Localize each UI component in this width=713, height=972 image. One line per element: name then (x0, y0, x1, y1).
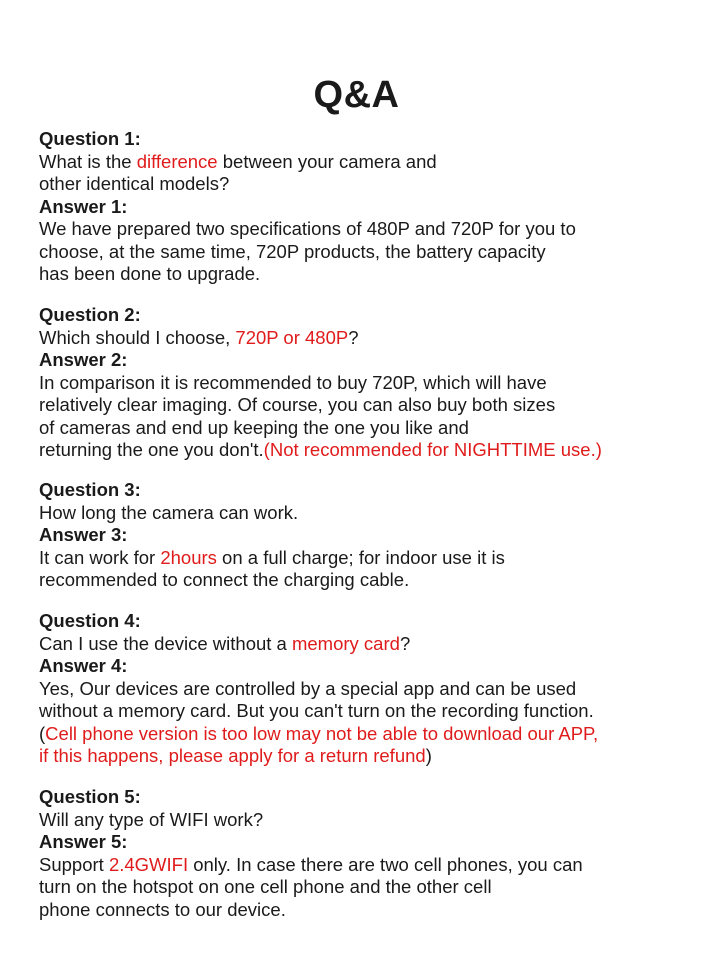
answer-label: Answer 5: (39, 831, 128, 852)
qa-block-3 (39, 479, 699, 592)
highlight-text: memory card (291, 632, 400, 654)
answer-text: (Cell phone version is too low may not be able to download our APP, (39, 722, 599, 744)
question-text: What is the difference between your camera and (39, 150, 437, 172)
highlight-text: Cell phone version is too low may not be able to download our APP, (45, 722, 599, 744)
answer-text: turn on the hotspot on one cell phone and the other cell (39, 876, 492, 897)
qa-block-4 (39, 610, 699, 768)
answer-text: if this happens, please apply for a return refund) (39, 745, 432, 766)
answer-text: has been done to upgrade. (39, 263, 261, 284)
answer-text: Yes, Our devices are controlled by a special app and can be used (39, 677, 577, 699)
question-text: other identical models? (39, 173, 230, 194)
question-label: Question 5: (39, 786, 141, 807)
answer-text: We have prepared two specifications of 480P and 720P for you to (39, 218, 576, 239)
page-title: Q&A (313, 74, 400, 116)
answer-text: phone connects to our device. (39, 898, 286, 920)
answer-label: Answer 1: (39, 195, 128, 217)
answer-label: Answer 4: (39, 655, 128, 676)
qa-block-1 (39, 128, 699, 286)
question-label: Question 3: (39, 479, 141, 500)
question-text: How long the camera can work. (39, 501, 299, 523)
question-label: Question 4: (39, 610, 141, 631)
answer-text: In comparison it is recommended to buy 720P, which will have (39, 371, 547, 393)
highlight-text: 2hours (160, 546, 217, 568)
highlight-text: (Not recommended for NIGHTTIME use.) (263, 439, 602, 460)
answer-text: choose, at the same time, 720P products, the battery capacity (39, 240, 546, 262)
qa-block-2 (39, 304, 699, 462)
answer-text: returning the one you don't.(Not recommended for NIGHTTIME use.) (39, 439, 602, 460)
question-text: Which should I choose, 720P or 480P? (39, 326, 359, 348)
answer-text: without a memory card. But you can't turn on the recording function. (39, 700, 594, 721)
question-text: Will any type of WIFI work? (39, 808, 264, 830)
highlight-text: if this happens, please apply for a return refund (39, 745, 426, 766)
answer-label: Answer 3: (39, 524, 128, 545)
answer-text: Support 2.4GWIFI only. In case there are two cell phones, you can (39, 853, 583, 875)
highlight-text: 2.4GWIFI (108, 853, 189, 875)
question-label: Question 2: (39, 304, 141, 325)
answer-text: of cameras and end up keeping the one you like and (39, 416, 469, 438)
answer-text: relatively clear imaging. Of course, you can also buy both sizes (39, 394, 556, 415)
answer-text: It can work for 2hours on a full charge; for indoor use it is (39, 546, 505, 568)
highlight-text: difference (136, 150, 218, 172)
highlight-text: 720P or 480P (235, 326, 349, 348)
question-label: Question 1: (39, 128, 141, 149)
question-text: Can I use the device without a memory card? (39, 632, 411, 654)
answer-label: Answer 2: (39, 349, 128, 370)
qa-block-5 (39, 786, 699, 921)
answer-text: recommended to connect the charging cable. (39, 569, 410, 590)
